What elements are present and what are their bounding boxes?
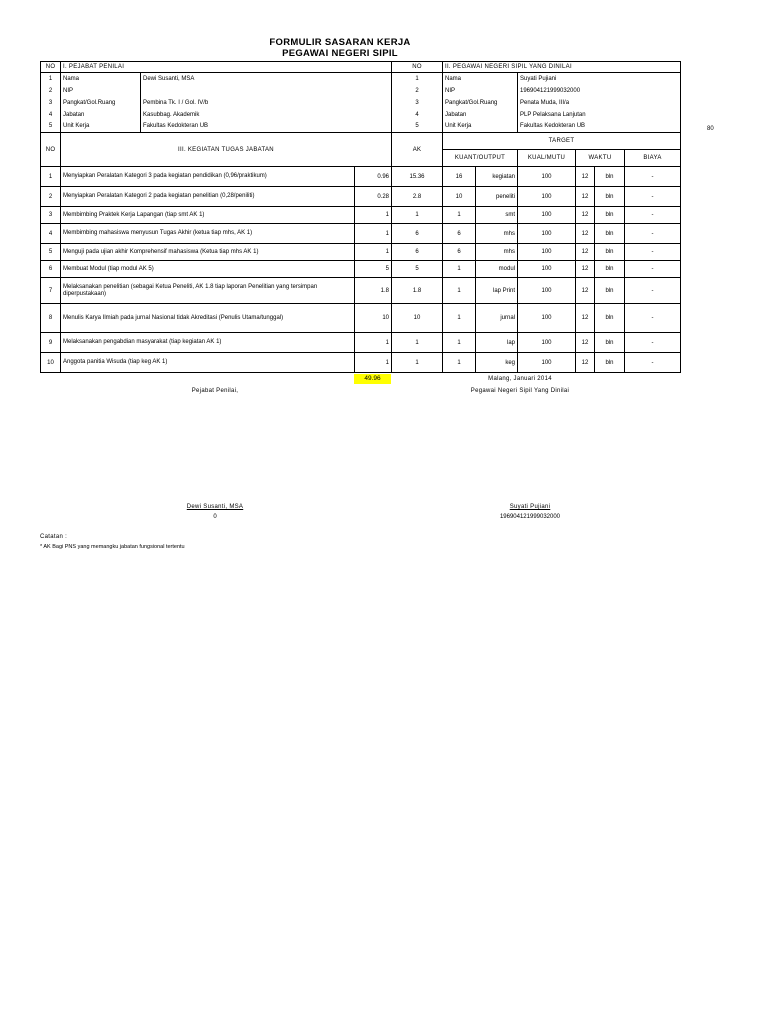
right-sign-title: Pegawai Negeri Sipil Yang Dinilai xyxy=(470,388,570,394)
row-unit: kegiatan xyxy=(476,167,518,187)
row-kuant: 6 xyxy=(443,244,476,261)
row-kegiatan: Menguji pada ujian akhir Komprehensif mahasiswa (Ketua tiap mhs AK 1) xyxy=(61,244,355,261)
pegawai-label: Pangkat/Gol.Ruang xyxy=(443,97,518,109)
row-factor: 1.8 xyxy=(355,278,392,304)
row-unit: keg xyxy=(476,353,518,373)
row-biaya: - xyxy=(625,167,681,187)
row-kual: 100 xyxy=(518,207,576,224)
col-biaya: BIAYA xyxy=(625,150,681,167)
row-kuant: 1 xyxy=(443,304,476,333)
row-biaya: - xyxy=(625,187,681,207)
header-pejabat: I. PEJABAT PENILAI xyxy=(61,62,392,73)
row-no: 8 xyxy=(41,304,61,333)
header-no2: NO xyxy=(392,62,443,73)
right-sign-nip: 196904121999032000 xyxy=(499,514,561,520)
pejabat-no: 5 xyxy=(41,121,61,133)
row-waktu: 12 xyxy=(576,353,595,373)
row-waktu-unit: bln xyxy=(595,187,625,207)
table-row xyxy=(41,167,681,187)
row-no: 6 xyxy=(41,261,61,278)
row-kual: 100 xyxy=(518,304,576,333)
row-ak: 6 xyxy=(392,244,443,261)
row-kegiatan: Membimbing mahasiswa menyusun Tugas Akhir (ketua tiap mhs, AK 1) xyxy=(61,224,355,244)
table-row xyxy=(41,261,681,278)
row-factor: 10 xyxy=(355,304,392,333)
row-ak: 5 xyxy=(392,261,443,278)
col-ak: AK xyxy=(392,133,443,167)
table-row xyxy=(41,333,681,353)
row-unit: mhs xyxy=(476,244,518,261)
row-biaya: - xyxy=(625,304,681,333)
pejabat-value: Dewi Susanti, MSA xyxy=(141,73,392,85)
row-waktu-unit: bln xyxy=(595,244,625,261)
pejabat-no: 1 xyxy=(41,73,61,85)
row-waktu-unit: bln xyxy=(595,261,625,278)
pejabat-no: 4 xyxy=(41,109,61,121)
total-ak: 49.96 xyxy=(354,374,391,384)
header-no: NO xyxy=(41,62,61,73)
row-unit: modul xyxy=(476,261,518,278)
row-no: 9 xyxy=(41,333,61,353)
row-ak: 1 xyxy=(392,333,443,353)
row-ak: 10 xyxy=(392,304,443,333)
table-header-row xyxy=(41,133,681,150)
row-kual: 100 xyxy=(518,333,576,353)
pegawai-value: PLP Pelaksana Lanjutan xyxy=(518,109,681,121)
row-biaya: - xyxy=(625,353,681,373)
col-target: TARGET xyxy=(443,133,681,150)
row-ak: 1 xyxy=(392,353,443,373)
row-biaya: - xyxy=(625,224,681,244)
row-no: 4 xyxy=(41,224,61,244)
pegawai-no: 3 xyxy=(392,97,443,109)
row-kual: 100 xyxy=(518,244,576,261)
pejabat-label: Nama xyxy=(61,73,141,85)
row-factor: 0.28 xyxy=(355,187,392,207)
pegawai-label: NIP xyxy=(443,85,518,97)
row-kuant: 1 xyxy=(443,333,476,353)
col-waktu: WAKTU xyxy=(576,150,625,167)
pejabat-value: Fakultas Kedokteran UB xyxy=(141,121,392,133)
pegawai-value: Penata Muda, III/a xyxy=(518,97,681,109)
form-subtitle: PEGAWAI NEGERI SIPIL xyxy=(282,48,398,59)
pegawai-no: 4 xyxy=(392,109,443,121)
pejabat-value: Pembina Tk. I / Gol. IV/b xyxy=(141,97,392,109)
table-row xyxy=(41,207,681,224)
table-row xyxy=(41,224,681,244)
pegawai-value: Fakultas Kedokteran UB xyxy=(518,121,681,133)
row-kual: 100 xyxy=(518,353,576,373)
row-unit: peneliti xyxy=(476,187,518,207)
row-kegiatan: Menyiapkan Peralatan Kategori 3 pada kegiatan pendidikan (0,96/praktikum) xyxy=(61,167,355,187)
header-pegawai: II. PEGAWAI NEGERI SIPIL YANG DINILAI xyxy=(443,62,681,73)
pejabat-label: Pangkat/Gol.Ruang xyxy=(61,97,141,109)
info-row xyxy=(41,97,681,109)
row-kual: 100 xyxy=(518,278,576,304)
row-factor: 0.96 xyxy=(355,167,392,187)
row-waktu: 12 xyxy=(576,261,595,278)
row-kual: 100 xyxy=(518,224,576,244)
row-factor: 1 xyxy=(355,244,392,261)
row-kegiatan: Membuat Modul (tiap modul AK 5) xyxy=(61,261,355,278)
row-waktu: 12 xyxy=(576,333,595,353)
left-sign-nip: 0 xyxy=(213,514,217,520)
pegawai-label: Jabatan xyxy=(443,109,518,121)
row-kual: 100 xyxy=(518,187,576,207)
pegawai-value: 196904121999032000 xyxy=(518,85,681,97)
info-row xyxy=(41,85,681,97)
row-kegiatan: Melaksanakan penelitian (sebagai Ketua Peneliti, AK 1.8 tiap laporan Penelitian yang tersimpan diperpustakaan) xyxy=(61,278,355,304)
row-kuant: 6 xyxy=(443,224,476,244)
info-row xyxy=(41,73,681,85)
col-kuant: KUANT/OUTPUT xyxy=(443,150,518,167)
col-kegiatan: III. KEGIATAN TUGAS JABATAN xyxy=(61,133,392,167)
row-kegiatan: Menulis Karya Ilmiah pada jurnal Nasional tidak Akreditasi (Penulis Utama/tunggal) xyxy=(61,304,355,333)
row-no: 10 xyxy=(41,353,61,373)
row-kuant: 1 xyxy=(443,278,476,304)
pegawai-no: 2 xyxy=(392,85,443,97)
col-no: NO xyxy=(41,133,61,167)
row-factor: 1 xyxy=(355,224,392,244)
left-sign-name: Dewi Susanti, MSA xyxy=(186,504,244,510)
note-text: * AK Bagi PNS yang memangku jabatan fungsional tertentu xyxy=(40,544,185,550)
row-waktu-unit: bln xyxy=(595,167,625,187)
info-row xyxy=(41,121,681,133)
row-kuant: 10 xyxy=(443,187,476,207)
note-label: Catatan : xyxy=(40,534,68,540)
row-kuant: 1 xyxy=(443,353,476,373)
row-ak: 15.36 xyxy=(392,167,443,187)
row-factor: 1 xyxy=(355,333,392,353)
left-sign-title: Pejabat Penilai, xyxy=(191,388,239,394)
table-row xyxy=(41,244,681,261)
row-unit: jurnal xyxy=(476,304,518,333)
pegawai-no: 5 xyxy=(392,121,443,133)
row-kuant: 1 xyxy=(443,207,476,224)
row-kegiatan: Membimbing Praktek Kerja Lapangan (tiap smt AK 1) xyxy=(61,207,355,224)
row-ak: 1.8 xyxy=(392,278,443,304)
row-waktu: 12 xyxy=(576,244,595,261)
pejabat-label: NIP xyxy=(61,85,141,97)
row-unit: mhs xyxy=(476,224,518,244)
row-no: 2 xyxy=(41,187,61,207)
row-no: 3 xyxy=(41,207,61,224)
row-biaya: - xyxy=(625,278,681,304)
row-biaya: - xyxy=(625,333,681,353)
row-ak: 6 xyxy=(392,224,443,244)
row-waktu: 12 xyxy=(576,187,595,207)
row-unit: smt xyxy=(476,207,518,224)
table-row xyxy=(41,187,681,207)
info-row xyxy=(41,109,681,121)
row-waktu: 12 xyxy=(576,278,595,304)
row-ak: 2.8 xyxy=(392,187,443,207)
pegawai-no: 1 xyxy=(392,73,443,85)
row-ak: 1 xyxy=(392,207,443,224)
row-waktu-unit: bln xyxy=(595,333,625,353)
table-row xyxy=(41,278,681,304)
pejabat-value: Kasubbag. Akademik xyxy=(141,109,392,121)
form-title: FORMULIR SASARAN KERJA xyxy=(269,37,411,48)
row-waktu-unit: bln xyxy=(595,304,625,333)
pejabat-value xyxy=(141,85,392,97)
row-waktu-unit: bln xyxy=(595,224,625,244)
row-unit: lap xyxy=(476,333,518,353)
row-no: 7 xyxy=(41,278,61,304)
row-waktu-unit: bln xyxy=(595,353,625,373)
row-kuant: 1 xyxy=(443,261,476,278)
row-biaya: - xyxy=(625,207,681,224)
row-waktu: 12 xyxy=(576,207,595,224)
side-value: 80 xyxy=(707,126,714,132)
pejabat-no: 2 xyxy=(41,85,61,97)
row-factor: 5 xyxy=(355,261,392,278)
row-waktu-unit: bln xyxy=(595,278,625,304)
row-waktu: 12 xyxy=(576,224,595,244)
row-factor: 1 xyxy=(355,207,392,224)
pejabat-label: Jabatan xyxy=(61,109,141,121)
pegawai-label: Unit Kerja xyxy=(443,121,518,133)
right-sign-name: Suyati Pujiani xyxy=(509,504,551,510)
row-kegiatan: Anggota panitia Wisuda (tiap keg AK 1) xyxy=(61,353,355,373)
pejabat-label: Unit Kerja xyxy=(61,121,141,133)
row-waktu: 12 xyxy=(576,167,595,187)
place-date: Malang, Januari 2014 xyxy=(488,376,552,382)
table-row xyxy=(41,304,681,333)
skp-table xyxy=(40,61,681,373)
row-factor: 1 xyxy=(355,353,392,373)
pejabat-no: 3 xyxy=(41,97,61,109)
table-row xyxy=(41,353,681,373)
row-kuant: 16 xyxy=(443,167,476,187)
row-no: 1 xyxy=(41,167,61,187)
row-biaya: - xyxy=(625,261,681,278)
header-row xyxy=(41,62,681,73)
row-biaya: - xyxy=(625,244,681,261)
row-kual: 100 xyxy=(518,261,576,278)
pegawai-label: Nama xyxy=(443,73,518,85)
row-kegiatan: Melaksanakan pengabdian masyarakat (tiap kegiatan AK 1) xyxy=(61,333,355,353)
pegawai-value: Suyati Pujiani xyxy=(518,73,681,85)
col-kual: KUAL/MUTU xyxy=(518,150,576,167)
row-kual: 100 xyxy=(518,167,576,187)
row-waktu: 12 xyxy=(576,304,595,333)
row-no: 5 xyxy=(41,244,61,261)
row-kegiatan: Menyiapkan Peralatan Kategori 2 pada kegiatan penelitian (0,28/peniliti) xyxy=(61,187,355,207)
row-waktu-unit: bln xyxy=(595,207,625,224)
row-unit: lap Print xyxy=(476,278,518,304)
